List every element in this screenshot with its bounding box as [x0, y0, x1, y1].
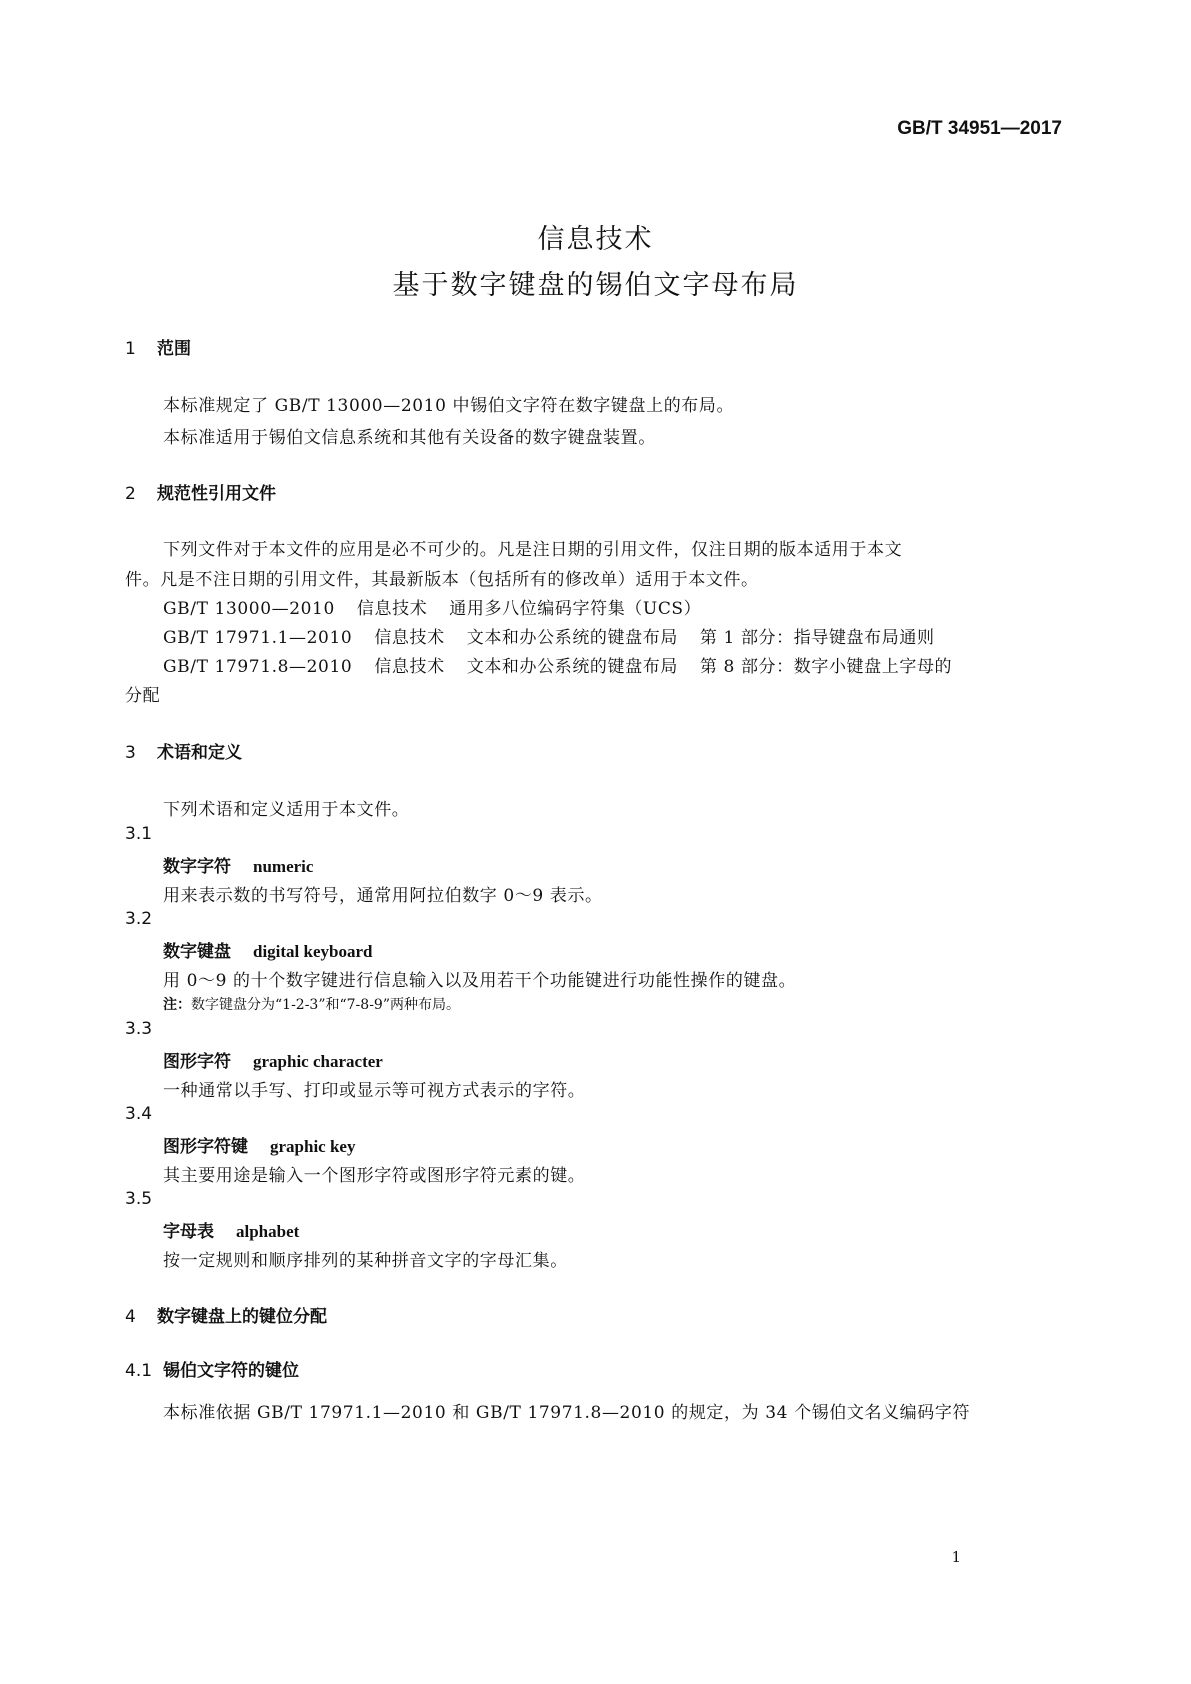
reference-title-part: 信息技术: [356, 599, 428, 619]
section-number: 1: [125, 339, 136, 359]
reference-code: GB/T 13000—2010: [163, 599, 335, 619]
normative-reference-3: [163, 652, 952, 677]
document-title-line2: 基于数字键盘的锡伯文字母布局: [392, 270, 799, 301]
section-title: 数字键盘上的键位分配: [157, 1307, 327, 1327]
term-number: 3.1: [125, 824, 153, 844]
term-entry: [163, 852, 313, 877]
note-text: 数字键盘分为“1-2-3”和“7-8-9”两种布局。: [191, 997, 460, 1013]
paragraph: 本标准适用于锡伯文信息系统和其他有关设备的数字键盘装置。: [163, 428, 656, 448]
term-english: digital keyboard: [253, 942, 373, 961]
term-english: alphabet: [236, 1222, 300, 1241]
subsection-title: 锡伯文字符的键位: [163, 1361, 299, 1381]
reference-title-part: 第 8 部分：数字小键盘上字母的: [699, 657, 953, 677]
reference-code: GB/T 17971.8—2010: [163, 657, 353, 677]
standard-number: GB/T 34951—2017: [897, 118, 1062, 139]
section-number: 3: [125, 743, 136, 763]
normative-reference-2: [163, 623, 935, 648]
subsection-4-1-heading: [125, 1356, 299, 1381]
term-entry: [163, 1047, 383, 1072]
term-number: 3.5: [125, 1189, 153, 1209]
term-number: 3.3: [125, 1019, 153, 1039]
section-3-heading: [125, 738, 242, 763]
reference-title-part: 信息技术: [374, 657, 445, 677]
term-english: numeric: [253, 857, 314, 876]
term-definition: 用 0～9 的十个数字键进行信息输入以及用若干个功能键进行功能性操作的键盘。: [163, 971, 797, 991]
term-number: 3.4: [125, 1104, 153, 1124]
reference-title-part: 通用多八位编码字符集（UCS）: [449, 599, 702, 619]
section-title: 范围: [157, 339, 191, 359]
term-definition: 用来表示数的书写符号，通常用阿拉伯数字 0～9 表示。: [163, 886, 603, 906]
reference-title-part: 第 1 部分：指导键盘布局通则: [699, 628, 935, 648]
term-chinese: 图形字符键: [163, 1137, 248, 1157]
section-title: 术语和定义: [157, 743, 242, 763]
reference-title-part: 信息技术: [374, 628, 445, 648]
term-entry: [163, 937, 373, 962]
term-entry: [163, 1217, 299, 1242]
term-english: graphic key: [270, 1137, 356, 1156]
paragraph: 本标准规定了 GB/T 13000—2010 中锡伯文字符在数字键盘上的布局。: [163, 396, 735, 416]
paragraph-continued: 件。凡是不注日期的引用文件，其最新版本（包括所有的修改单）适用于本文件。: [125, 570, 759, 590]
term-chinese: 字母表: [163, 1222, 214, 1242]
document-title-line1: 信息技术: [537, 224, 654, 255]
paragraph: 下列术语和定义适用于本文件。: [163, 800, 410, 820]
term-chinese: 图形字符: [163, 1052, 231, 1072]
reference-continued: 分配: [125, 686, 161, 706]
normative-reference-1: [163, 594, 701, 619]
term-number: 3.2: [125, 909, 153, 929]
term-chinese: 数字字符: [163, 857, 231, 877]
reference-title-part: 文本和办公系统的键盘布局: [466, 657, 678, 677]
section-2-heading: [125, 479, 276, 504]
term-english: graphic character: [253, 1052, 383, 1071]
term-entry: [163, 1132, 355, 1157]
term-note: [163, 994, 460, 1014]
reference-title-part: 文本和办公系统的键盘布局: [466, 628, 678, 648]
section-number: 4: [125, 1307, 136, 1327]
term-definition: 按一定规则和顺序排列的某种拼音文字的字母汇集。: [163, 1251, 568, 1271]
section-4-heading: [125, 1302, 327, 1327]
paragraph: 下列文件对于本文件的应用是必不可少的。凡是注日期的引用文件，仅注日期的版本适用于本文: [163, 540, 903, 560]
term-chinese: 数字键盘: [163, 942, 231, 962]
page-number: 1: [951, 1548, 961, 1566]
subsection-number: 4.1: [125, 1361, 153, 1381]
section-title: 规范性引用文件: [157, 484, 276, 504]
section-1-heading: [125, 334, 191, 359]
section-number: 2: [125, 484, 136, 504]
term-definition: 其主要用途是输入一个图形字符或图形字符元素的键。: [163, 1166, 586, 1186]
note-label: 注：: [163, 997, 191, 1013]
paragraph: 本标准依据 GB/T 17971.1—2010 和 GB/T 17971.8—2010 的规定，为 34 个锡伯文名义编码字符: [163, 1403, 971, 1423]
reference-code: GB/T 17971.1—2010: [163, 628, 353, 648]
term-definition: 一种通常以手写、打印或显示等可视方式表示的字符。: [163, 1081, 586, 1101]
